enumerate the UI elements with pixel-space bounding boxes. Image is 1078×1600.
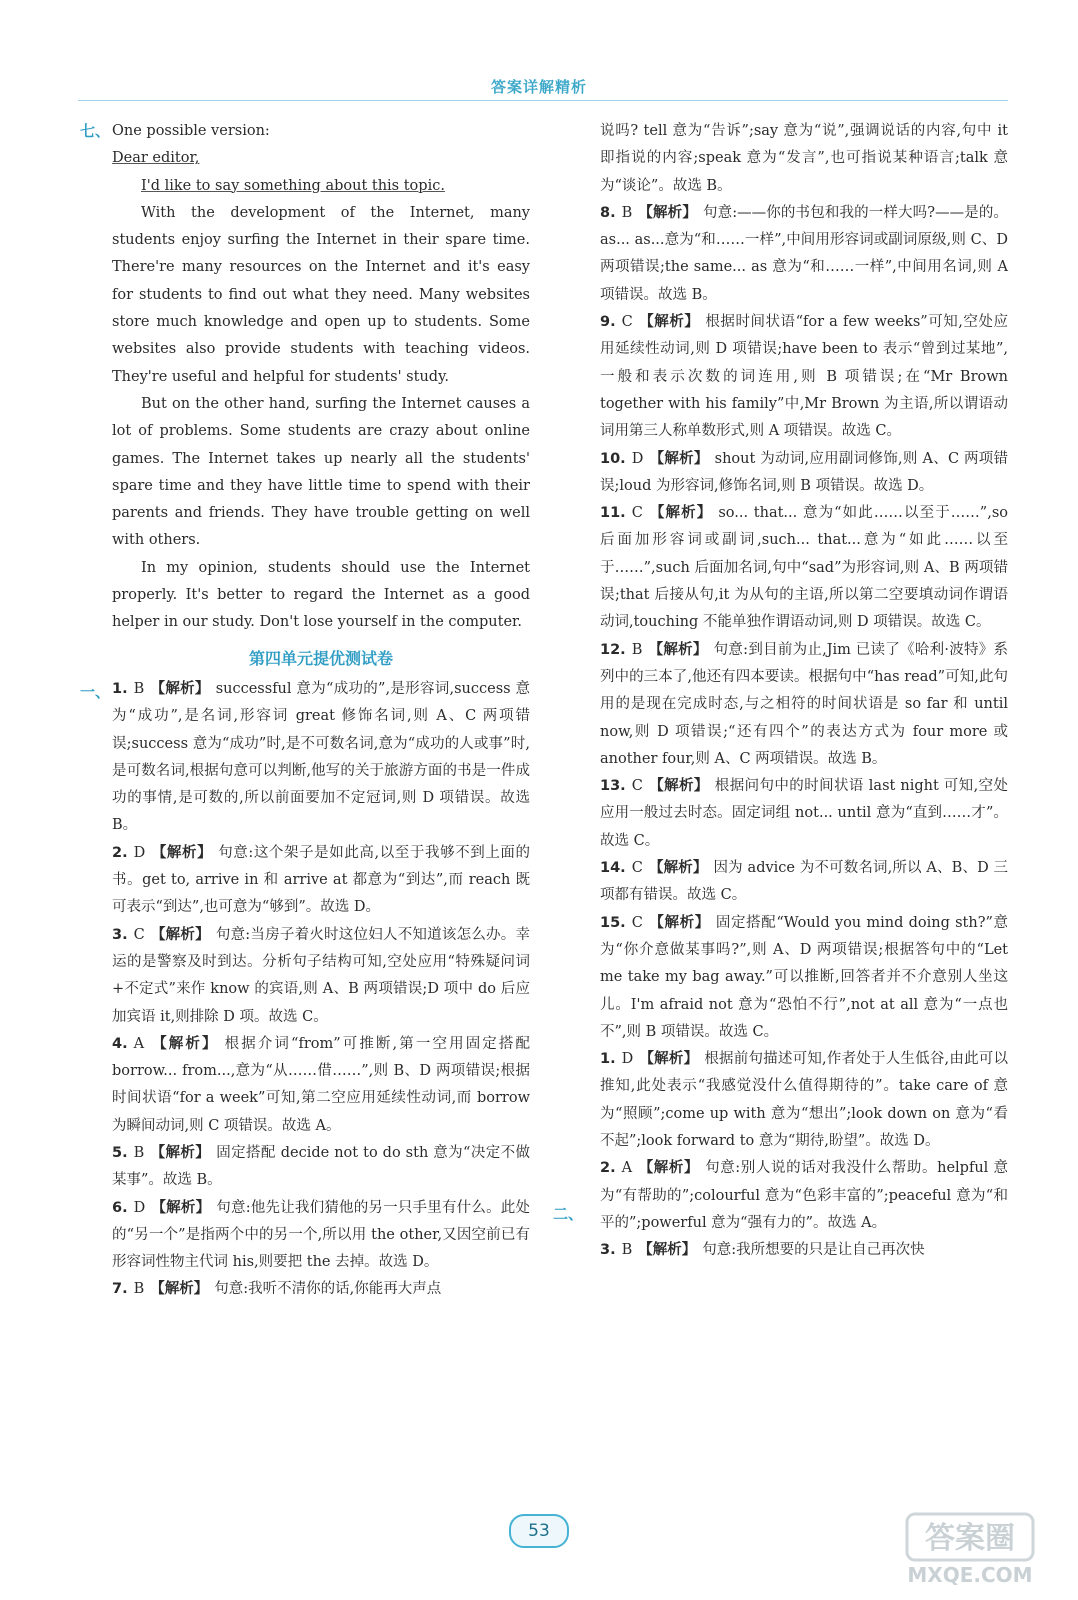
left-answer-list [112, 676, 530, 1304]
item-answer: B [133, 680, 145, 697]
item-explanation: 固定搭配 decide not to do sth 意为“决定不做某事”。故选 B。 [112, 1144, 531, 1189]
item-answer: C [631, 914, 643, 931]
answer-item [112, 922, 530, 1031]
item-number: 6. [112, 1199, 128, 1216]
page-header-title: 答案详解精析 [490, 78, 587, 96]
item-answer: D [631, 450, 644, 467]
item-answer: C [631, 778, 643, 795]
essay-intro: One possible version: [112, 123, 270, 139]
item-answer: C [631, 505, 643, 522]
answer-item [112, 1195, 530, 1277]
answer-item [600, 446, 1008, 501]
item-number: 1. [112, 680, 128, 697]
item-number: 5. [112, 1144, 128, 1161]
answer-item [600, 637, 1008, 773]
item-answer: B [621, 204, 633, 221]
item-answer: C [621, 314, 633, 331]
item-explanation: 说吗? tell 意为“告诉”;say 意为“说”,强调说话的内容,句中 it 即指说的内容;speak 意为“发言”,也可指说某种语言;talk 意为“谈论”。故选 B。 [600, 123, 1008, 194]
item-explanation: 句意:到目前为止,Jim 已读了《哈利·波特》系列中的三本了,他还有四本要读。根据句中“has read”可知,此句用的是现在完成时态,与之相符的时间状语是 so far 和 until now,则 D 项错误;“还有四个”的表达方式为 four more 或 another four,则 A、C 两项错误。故选 B。 [600, 641, 1009, 767]
answer-item [112, 1140, 530, 1195]
svg-text:MXQE.COM: MXQE.COM [907, 1563, 1033, 1587]
analysis-tag: 【解析】 [649, 450, 709, 467]
analysis-tag: 【解析】 [150, 1281, 209, 1298]
item-number: 7. [112, 1281, 128, 1298]
item-answer: C [631, 860, 643, 877]
item-explanation: 句意:他先让我们猜他的另一只手里有什么。此处的“另一个”是指两个中的另一个,所以用 the other,又因空前已有形容词性物主代词 his,则要把 the 去掉。故选 D。 [112, 1199, 530, 1271]
essay-greeting: Dear editor, [112, 150, 200, 167]
analysis-tag: 【解析】 [150, 680, 210, 697]
item-answer: B [133, 1144, 145, 1161]
analysis-tag: 【解析】 [638, 1160, 700, 1177]
item-explanation: shout 为动词,应用副词修饰,则 A、C 两项错误;loud 为形容词,修饰名词,则 B 项错误。故选 D。 [600, 450, 1008, 494]
analysis-tag: 【解析】 [638, 204, 697, 221]
answer-item [600, 200, 1008, 309]
item-number: 3. [112, 926, 128, 943]
essay-paragraph: In my opinion, students should use the Internet properly. It's better to regard the Internet as a good helper in our study. Don't lose yourself in the computer. [112, 559, 530, 631]
analysis-tag: 【解析】 [638, 314, 700, 331]
item-answer: C [133, 926, 145, 943]
analysis-tag: 【解析】 [648, 778, 709, 795]
answer-item [600, 773, 1008, 855]
analysis-tag: 【解析】 [151, 844, 213, 861]
item-number: 13. [600, 778, 626, 795]
answer-item [600, 855, 1008, 910]
analysis-tag: 【解析】 [150, 926, 210, 943]
item-explanation: 根据前句描述可知,作者处于人生低谷,由此可以推知,此处表示“我感觉没什么值得期待的”。take care of 意为“照顾”;come up with 意为“想出”;look down on 意为“看不起”;look forward to 意为“期待,盼望”。故选 D。 [600, 1051, 1009, 1149]
item-explanation: 句意:我所想要的只是让自己再次快 [702, 1242, 925, 1259]
essay-opening: I'd like to say something about this topic. [141, 177, 445, 194]
item-number: 11. [600, 505, 626, 522]
essay-paragraph: With the development of the Internet, many students enjoy surfing the Internet in their spare time. There're many resources on the Internet and it's easy for students to find out what they need. Many websites store much knowledge and open up to students. Some websites also provide students with teaching videos. They're useful and helpful for students' study. [112, 204, 530, 385]
analysis-tag: 【解析】 [648, 860, 708, 877]
item-answer: D [133, 1199, 146, 1216]
analysis-tag: 【解析】 [150, 1144, 211, 1161]
analysis-tag: 【解析】 [648, 914, 710, 931]
item-explanation: 句意:当房子着火时这位妇人不知道该怎么办。幸运的是警察及时到达。分析句子结构可知,空处应用“特殊疑问词+不定式”来作 know 的宾语,则 A、B 两项错误;D 项中 do 后应加宾语 it,则排除 D 项。故选 C。 [112, 926, 531, 1025]
watermark-logo [905, 1512, 1035, 1588]
item-answer: B [621, 1242, 633, 1259]
item-explanation: 根据介词“from”可推断,第一空用固定搭配 borrow... from...,意为“从……借……”,则 B、D 两项错误;根据时间状语“for a week”可知,第二空应用延续性动词,而 borrow 为瞬间动词,则 C 项错误。故选 A。 [112, 1035, 531, 1134]
item-answer: D [621, 1051, 634, 1068]
item-explanation: 句意:我听不清你的话,你能再大声点 [214, 1281, 442, 1298]
answer-item [600, 1237, 1008, 1264]
item-number: 14. [600, 860, 626, 877]
header-divider [78, 100, 1008, 101]
item-answer: B [631, 641, 643, 658]
essay-paragraph: But on the other hand, surfing the Internet causes a lot of problems. Some students are crazy about online games. The Internet takes up nearly all the students' spare time and they have little time to spend with their parents and friends. They have trouble getting on well with others. [112, 395, 530, 549]
analysis-tag: 【解析】 [648, 505, 713, 522]
item-number: 1. [600, 1051, 616, 1068]
item-answer: A [133, 1035, 145, 1052]
answer-item [112, 676, 530, 840]
item-explanation: 固定搭配“Would you mind doing sth?”意为“你介意做某事吗?”,则 A、D 两项错误;根据答句中的“Let me take my bag away.”可以推断,回答者并不介意别人坐这儿。I'm afraid not 意为“恐怕不行”,not at all 意为“一点也不”,则 B 项错误。故选 C。 [600, 914, 1008, 1040]
answer-item [600, 309, 1008, 445]
item-answer: A [621, 1160, 633, 1177]
right-column [600, 118, 1008, 1264]
analysis-tag: 【解析】 [150, 1035, 219, 1052]
analysis-tag: 【解析】 [639, 1051, 699, 1068]
item-number: 15. [600, 914, 626, 931]
answer-item [112, 840, 530, 922]
item-number: 3. [600, 1242, 616, 1259]
item-number: 8. [600, 204, 616, 221]
unit-test-title: 第四单元提优测试卷 [248, 648, 393, 668]
item-explanation: successful 意为“成功的”,是形容词,success 意为“成功”,是名词,形容词 great 修饰名词,则 A、C 两项错误;success 意为“成功”时,是不可数名词,意为“成功的人或事”时,是可数名词,根据句意可以判断,他写的关于旅游方面的书是一件成功的事情,是可数的,所以前面要加不定冠词,则 D 项错误。故选 B。 [112, 680, 531, 834]
item-number: 9. [600, 314, 616, 331]
analysis-tag: 【解析】 [648, 641, 708, 658]
item-number: 2. [600, 1160, 616, 1177]
item-explanation: 根据问句中的时间状语 last night 可知,空处应用一般过去时态。固定词组 not... until 意为“直到……才”。故选 C。 [600, 778, 1008, 849]
section-two-mark: 二、 [553, 1205, 584, 1223]
left-column [112, 118, 530, 1304]
answer-item [600, 118, 1008, 200]
item-explanation: 句意:这个架子是如此高,以至于我够不到上面的书。get to, arrive in 和 arrive at 都意为“到达”,而 reach 既可表示“到达”,也可意为“够到”。故选 D。 [112, 844, 530, 916]
section-seven-mark: 七、 [80, 122, 111, 140]
svg-text:答案圈: 答案圈 [925, 1521, 1015, 1556]
item-explanation: 根据时间状语“for a few weeks”可知,空处应用延续性动词,则 D 项错误;have been to 表示“曾到过某地”,一般和表示次数的词连用,则 B 项错误;在“Mr Brown together with his family”中,Mr Brown 为主语,所以谓语动词用第三人称单数形式,则 A 项错误。故选 C。 [600, 314, 1008, 440]
item-number: 2. [112, 844, 128, 861]
section-one-mark: 一、 [80, 682, 111, 701]
analysis-tag: 【解析】 [151, 1199, 211, 1216]
item-number: 10. [600, 450, 626, 467]
answer-item [600, 910, 1008, 1046]
item-explanation: 句意:——你的书包和我的一样大吗?——是的。as... as...意为“和……一样”,中间用形容词或副词原级,则 C、D 两项错误;the same... as 意为“和……一样”,中间用名词,则 A 项错误。故选 B。 [600, 204, 1008, 303]
item-explanation: 因为 advice 为不可数名词,所以 A、B、D 三项都有错误。故选 C。 [600, 860, 1008, 904]
item-explanation: so... that... 意为“如此……以至于……”,so 后面加形容词或副词,such... that...意为“如此……以至于……”,such 后面加名词,句中“sad”为形容词,则 A、B 两项错误;that 后接从句,it 为从句的主语,所以第二空要填动词作谓语动词,touching 不能单独作谓语动词,则 D 项错误。故选 C。 [600, 505, 1008, 631]
right-answer-list [600, 118, 1008, 1264]
item-number: 12. [600, 641, 626, 658]
item-number: 4. [112, 1035, 128, 1052]
answer-item [600, 1155, 1008, 1237]
analysis-tag: 【解析】 [638, 1242, 697, 1259]
item-explanation: 句意:别人说的话对我没什么帮助。helpful 意为“有帮助的”;colourful 意为“色彩丰富的”;peaceful 意为“和平的”;powerful 意为“强有力的”。故选 A。 [600, 1160, 1008, 1231]
item-answer: B [133, 1281, 145, 1298]
answer-item [600, 1046, 1008, 1155]
answer-item [600, 500, 1008, 636]
page-number: 53 [509, 1514, 569, 1548]
answer-item [112, 1031, 530, 1140]
item-answer: D [133, 844, 146, 861]
answer-item [112, 1276, 530, 1303]
